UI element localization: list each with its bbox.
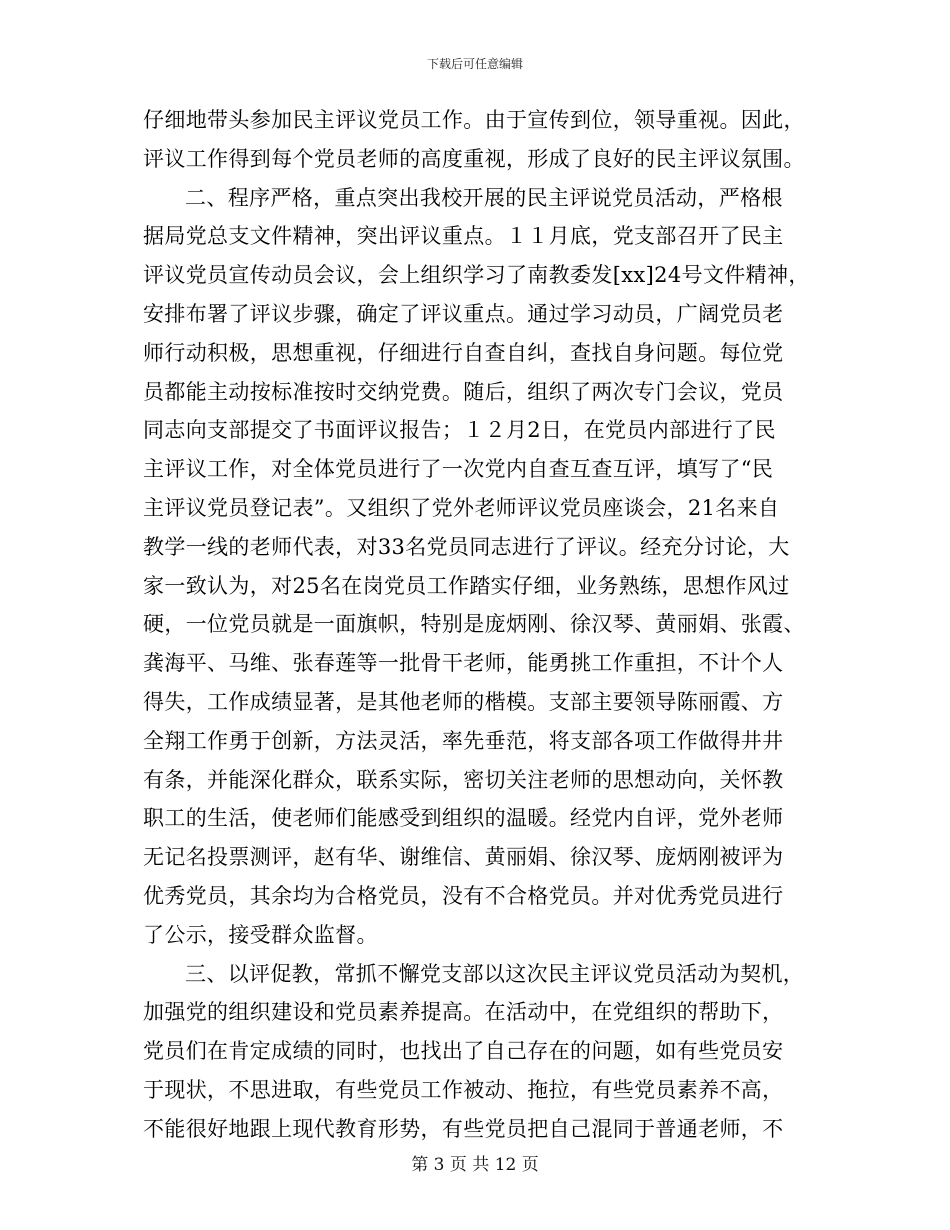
text-line: 加强党的组织建设和党员素养提高。在活动中，在党组织的帮助下，: [143, 1000, 784, 1025]
text-line: 仔细地带头参加民主评议党员工作。由于宣传到位，领导重视。因此，: [143, 108, 805, 132]
text-line: 员都能主动按标准按时交纳党费。随后，组织了两次专门会议，党员: [143, 379, 784, 404]
text-line: 得失，工作成绩显著，是其他老师的楷模。支部主要领导陈丽霞、方: [143, 689, 784, 714]
text-line: 教学一线的老师代表，对33名党员同志进行了评议。经充分讨论，大: [143, 534, 790, 559]
text-line: 硬，一位党员就是一面旗帜，特别是庞炳刚、徐汉琴、黄丽娟、张霞、: [143, 612, 805, 637]
text-line: 了公示，接受群众监督。: [143, 922, 378, 947]
page-number-footer: 第 3 页 共 12 页: [411, 1155, 539, 1175]
text-line: 家一致认为，对25名在岗党员工作踏实仔细，业务熟练，思想作风过: [143, 573, 790, 598]
text-line: 评议党员宣传动员会议，会上组织学习了南教委发[xx]24号文件精神，: [143, 263, 810, 288]
text-line: 无记名投票测评，赵有华、谢维信、黄丽娟、徐汉琴、庞炳刚被评为: [143, 845, 784, 870]
text-line: 职工的生活，使老师们能感受到组织的温暖。经党内自评，党外老师: [143, 806, 784, 831]
text-line: 主评议工作，对全体党员进行了一次党内自查互查互评，填写了“民: [143, 457, 774, 482]
page-header: 下载后可任意编辑: [426, 57, 523, 71]
paragraph-start-line: 二、程序严格，重点突出我校开展的民主评说党员活动，严格根: [185, 185, 783, 210]
text-line: 有条，并能深化群众，联系实际，密切关注老师的思想动向，关怀教: [143, 767, 784, 792]
paragraph-start-line: 三、以评促教，常抓不懈党支部以这次民主评议党员活动为契机，: [185, 961, 805, 986]
text-line: 龚海平、马维、张春莲等一批骨干老师，能勇挑工作重担，不计个人: [143, 651, 784, 676]
text-line: 师行动积极，思想重视，仔细进行自查自纠，查找自身问题。每位党: [143, 340, 784, 365]
text-line: 优秀党员，其余均为合格党员，没有不合格党员。并对优秀党员进行: [143, 883, 784, 908]
text-line: 于现状，不思进取，有些党员工作被动、拖拉，有些党员素养不高，: [143, 1077, 784, 1102]
text-line: 全翔工作勇于创新，方法灵活，率先垂范，将支部各项工作做得井井: [143, 728, 784, 753]
text-line: 安排布署了评议步骤，确定了评议重点。通过学习动员，广阔党员老: [143, 301, 784, 326]
text-line: 据局党总支文件精神，突出评议重点。１１月底，党支部召开了民主: [143, 224, 784, 249]
text-line: 党员们在肯定成绩的同时，也找出了自己存在的问题，如有些党员安: [143, 1039, 784, 1064]
text-line: 评议工作得到每个党员老师的高度重视，形成了良好的民主评议氛围。: [143, 146, 805, 171]
document-body: [143, 101, 810, 1149]
text-line: 主评议党员登记表”。又组织了党外老师评议党员座谈会，21名来自: [143, 495, 780, 520]
text-line: 同志向支部提交了书面评议报告；１２月2日，在党员内部进行了民: [143, 418, 776, 443]
text-line: 不能很好地跟上现代教育形势，有些党员把自己混同于普通老师，不: [143, 1116, 784, 1141]
